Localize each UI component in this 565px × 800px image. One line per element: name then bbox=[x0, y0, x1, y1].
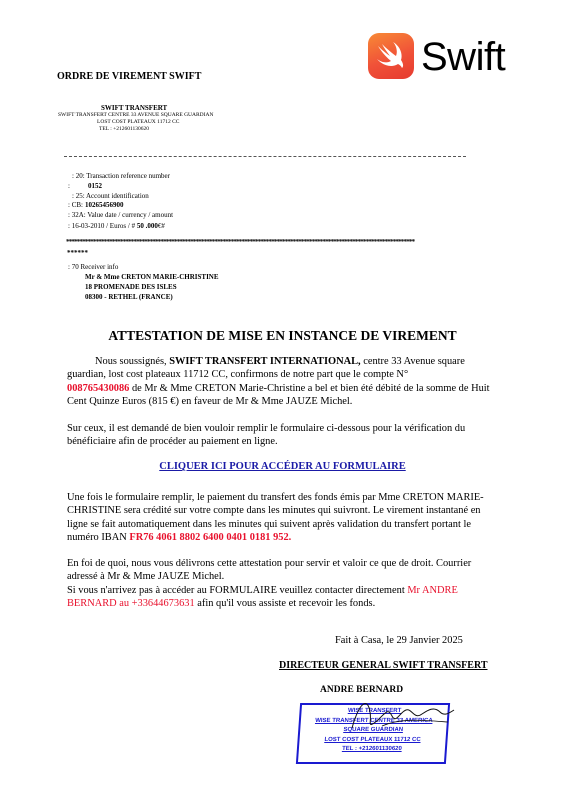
p1-text: Nous soussignés, bbox=[95, 356, 170, 367]
field-70-label: : 70 Receiver info bbox=[68, 263, 119, 271]
p1-company: SWIFT TRANSFERT INTERNATIONAL, bbox=[169, 356, 361, 367]
company-phone: TEL : +212601130620 bbox=[99, 126, 150, 132]
cb-value: 10265456900 bbox=[85, 201, 124, 209]
signatory-title: DIRECTEUR GENERAL SWIFT TRANSFERT bbox=[279, 660, 488, 671]
separator-stars: ********************************************************************************************************************************* bbox=[66, 238, 415, 246]
p4-text: En foi de quoi, nous vous délivrons cette attestation pour servir et valoir ce que de droit. Courrier adressé à Mr & Mme JAUZE Michel. bbox=[67, 558, 472, 583]
field-32a-suffix: €# bbox=[157, 222, 165, 230]
receiver-street: 18 PROMENADE DES ISLES bbox=[85, 283, 177, 291]
company-name: SWIFT TRANSFERT bbox=[101, 104, 168, 112]
signatory-name: ANDRE BERNARD bbox=[320, 685, 404, 695]
paragraph-contact bbox=[67, 557, 491, 611]
stamp-line: TEL : +212601130620 bbox=[341, 746, 403, 752]
swift-wordmark: Swift bbox=[421, 35, 506, 79]
company-address-line: LOST COST PLATEAUX 11712 CC bbox=[97, 119, 180, 125]
form-link[interactable]: CLIQUER ICI POUR ACCÉDER AU FORMULAIRE bbox=[159, 461, 406, 472]
field-20-prefix: : bbox=[68, 182, 70, 190]
contact-name-phone: Mr ANDRE BERNARD au +33644673631 bbox=[67, 584, 458, 610]
swift-logo-icon bbox=[368, 33, 414, 79]
receiver-city: 08300 - RETHEL (FRANCE) bbox=[85, 293, 173, 301]
p4-text: afin qu'il vous assiste et recevoir les fonds. bbox=[194, 598, 376, 610]
account-number: 008765430086 bbox=[67, 382, 130, 394]
field-25-label: : 25: Account identification bbox=[72, 192, 149, 200]
p1-text: centre 33 Avenue square guardian, lost cost plateaux 11712 CC, confirmons de notre part que le compte N° bbox=[67, 356, 465, 381]
receiver-name: Mr & Mme CRETON MARIE-CHRISTINE bbox=[85, 273, 219, 281]
separator-stars-short: ****** bbox=[67, 249, 88, 257]
stamp-line: WISE TRANSFERT bbox=[347, 708, 402, 714]
paragraph-payment bbox=[67, 491, 491, 545]
cb-label: : CB: bbox=[68, 201, 83, 209]
p1-text: de Mr & Mme CRETON Marie-Christine a bel et bien été débité de la somme de Huit Cent Quinze Euros (815 €) en faveur de Mr & Mme JAUZE Michel. bbox=[67, 382, 490, 408]
document-title: ORDRE DE VIREMENT SWIFT bbox=[57, 71, 202, 82]
field-20-value: 0152 bbox=[88, 182, 102, 190]
stamp-line: LOST COST PLATEAUX 11712 CC bbox=[324, 736, 421, 743]
place-date: Fait à Casa, le 29 Janvier 2025 bbox=[335, 635, 463, 646]
handwritten-signature bbox=[330, 690, 470, 740]
field-32a-value bbox=[68, 222, 165, 231]
p4-text: Si vous n'arrivez pas à accéder au FORMULAIRE veuillez contacter directement bbox=[67, 584, 408, 596]
company-address-line: SWIFT TRANSFERT CENTRE 33 AVENUE SQUARE GUARDIAN bbox=[58, 112, 214, 118]
iban-number: FR76 4061 8802 6400 0401 0181 952. bbox=[129, 532, 292, 544]
field-32a-date-currency: : 16-03-2010 / Euros / # bbox=[68, 222, 136, 230]
stamp-line: WISE TRANSFERT CENTRE 33 AMERICA bbox=[314, 717, 433, 724]
paragraph-request: Sur ceux, il est demandé de bien vouloir remplir le formulaire ci-dessous pour la vérification du bénéficiaire afin de procéder au paiement en ligne. bbox=[67, 423, 466, 448]
divider bbox=[64, 156, 466, 157]
field-20-label: : 20: Transaction reference number bbox=[72, 172, 170, 180]
p3-text: Une fois le formulaire remplir, le paiement du transfert des fonds émis par Mme CRETON MARIE-CHRISTINE sera crédité sur votre compte dans les minutes qui suivront. Le virement instantané en ligne se fait automatiquement dans les minutes qui suivent après validation du transfert portant le numéro IBAN bbox=[67, 492, 484, 544]
field-32a-amount: 50 .000 bbox=[136, 222, 158, 230]
field-32a-label: : 32A: Value date / currency / amount bbox=[68, 211, 174, 219]
stamp-line: SQUARE GUARDIAN bbox=[343, 727, 404, 733]
attestation-heading: ATTESTATION DE MISE EN INSTANCE DE VIREMENT bbox=[108, 328, 457, 343]
paragraph-confirmation bbox=[67, 355, 491, 409]
